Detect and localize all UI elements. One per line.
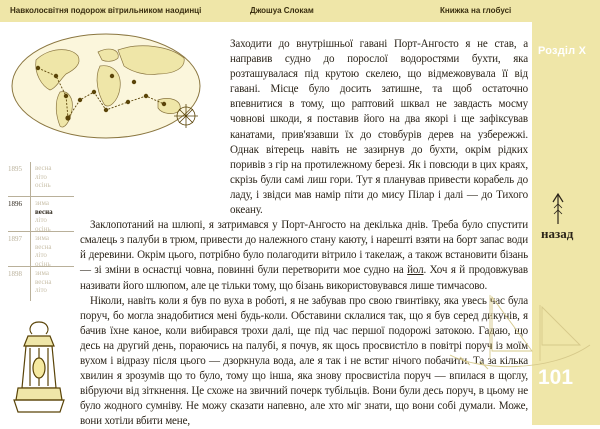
back-button[interactable]: назад [541, 226, 574, 241]
timeline-season: зима [35, 269, 49, 277]
timeline-season: весна [35, 164, 52, 172]
timeline-season: осінь [35, 259, 51, 268]
timeline-season: осінь [35, 224, 51, 233]
paragraph: Заклопотаний на шлюпі, я затримався у Порт-Ангосто на декілька днів. Треба було спустити смалець з палуби в трюм, привести до належного стану каюту, і нарешті взяти на борт запас води й деревини. Окрім цього, потрібно було полагодити вітрило і такелаж, а також встановити бізань — зі зміни в оснастці човна, повинні були перетворити мое судно на йол. Хоч я й продовжував називати його шлюпом, але це тільки тому, що бізань використовувався лише тимчасово. [80, 219, 528, 292]
timeline-season: літо [35, 172, 47, 181]
timeline-season: зима [35, 199, 49, 207]
paragraph: Ніколи, навіть коли я був по вуха в роботі, я не забував про свою гвинтівку, яка увесь час була поруч, бо могла знадобитися мені будь-коли. Обставини склалися так, що я був серед дикунів, я бачив їхне каное, коли вибирався трохи далі, ще під час першої подорожі затокою. Гадаю, що десь на другий день, пораючись на палубі, я почув, як щось просвистіло в повітрі поруч із моїм вухом і відразу після цього — дзоркнула вода, але я так і не встиг нічого побачити. Та за кілька хвилин я зрозумів що то було, тому що інша, яка знову просвистіла поруч — впилася в щоглу, вібруючи від зіткнення. Це схоже на звичний почерк тубільців. Вони були десь поруч, в цьому не було жодного сумніву. Не можу сказати напевно, але хто міг знати, що вони собі думали. Може, вони хотіли вбити мене, [80, 294, 528, 428]
timeline-season-current: весна [35, 207, 53, 216]
timeline-row [8, 197, 74, 232]
lantern-image [10, 318, 68, 418]
voyage-timeline [8, 162, 74, 301]
timeline-season: весна [35, 242, 52, 251]
timeline-season: весна [35, 277, 52, 286]
page-number: 101 [538, 366, 574, 389]
paragraph: Заходити до внутрішньої гавані Порт-Ангосто я не став, а направив судно до порослої водоростями бухти, яка розташувалася під крутою скелею, що відмежовувала її від гавані. Місце було досить затишне, та щоб остаточно впевнитися в тому, що раптовий шквал не завдасть мосму човнові шкоди, я поставив його на два якорі і ще зафіксував канатами, прив'язавши їх до стовбурів дерев на узбережжі. Однак вітерець навіть не зазирнув до бухти, окрім рідких поривів з гір на протилежному березі. Як і повсюди в цих краях, скрізь були самі лиш гори. Тут я планував привести корабель до ладу, і звідси мав намір піти до мису Пілар і далі — до Тихого океану. [230, 38, 528, 217]
timeline-year-current: 1896 [8, 200, 22, 208]
timeline-season: зима [35, 234, 49, 242]
timeline-year: 1897 [8, 235, 22, 243]
timeline-year: 1898 [8, 270, 22, 278]
page-header [0, 0, 600, 22]
sailboat-drawing [430, 285, 600, 385]
author-name: Джошуа Слокам [250, 6, 314, 15]
timeline-season: літо [35, 286, 47, 294]
timeline-year: 1895 [8, 165, 22, 173]
timeline-row [8, 162, 74, 197]
yol-link[interactable]: йол [407, 264, 424, 277]
chapter-label: Розділ X [538, 45, 587, 57]
series-name: Книжка на глобусі [440, 6, 512, 15]
arrow-up-icon[interactable] [551, 192, 565, 226]
timeline-row [8, 232, 74, 267]
timeline-season: літо [35, 216, 47, 224]
book-title: Навколосвітня подорож вітрильником наодинці [10, 6, 202, 15]
timeline-season: осінь [35, 181, 51, 189]
timeline-season: літо [35, 251, 47, 259]
timeline-row [8, 267, 74, 301]
